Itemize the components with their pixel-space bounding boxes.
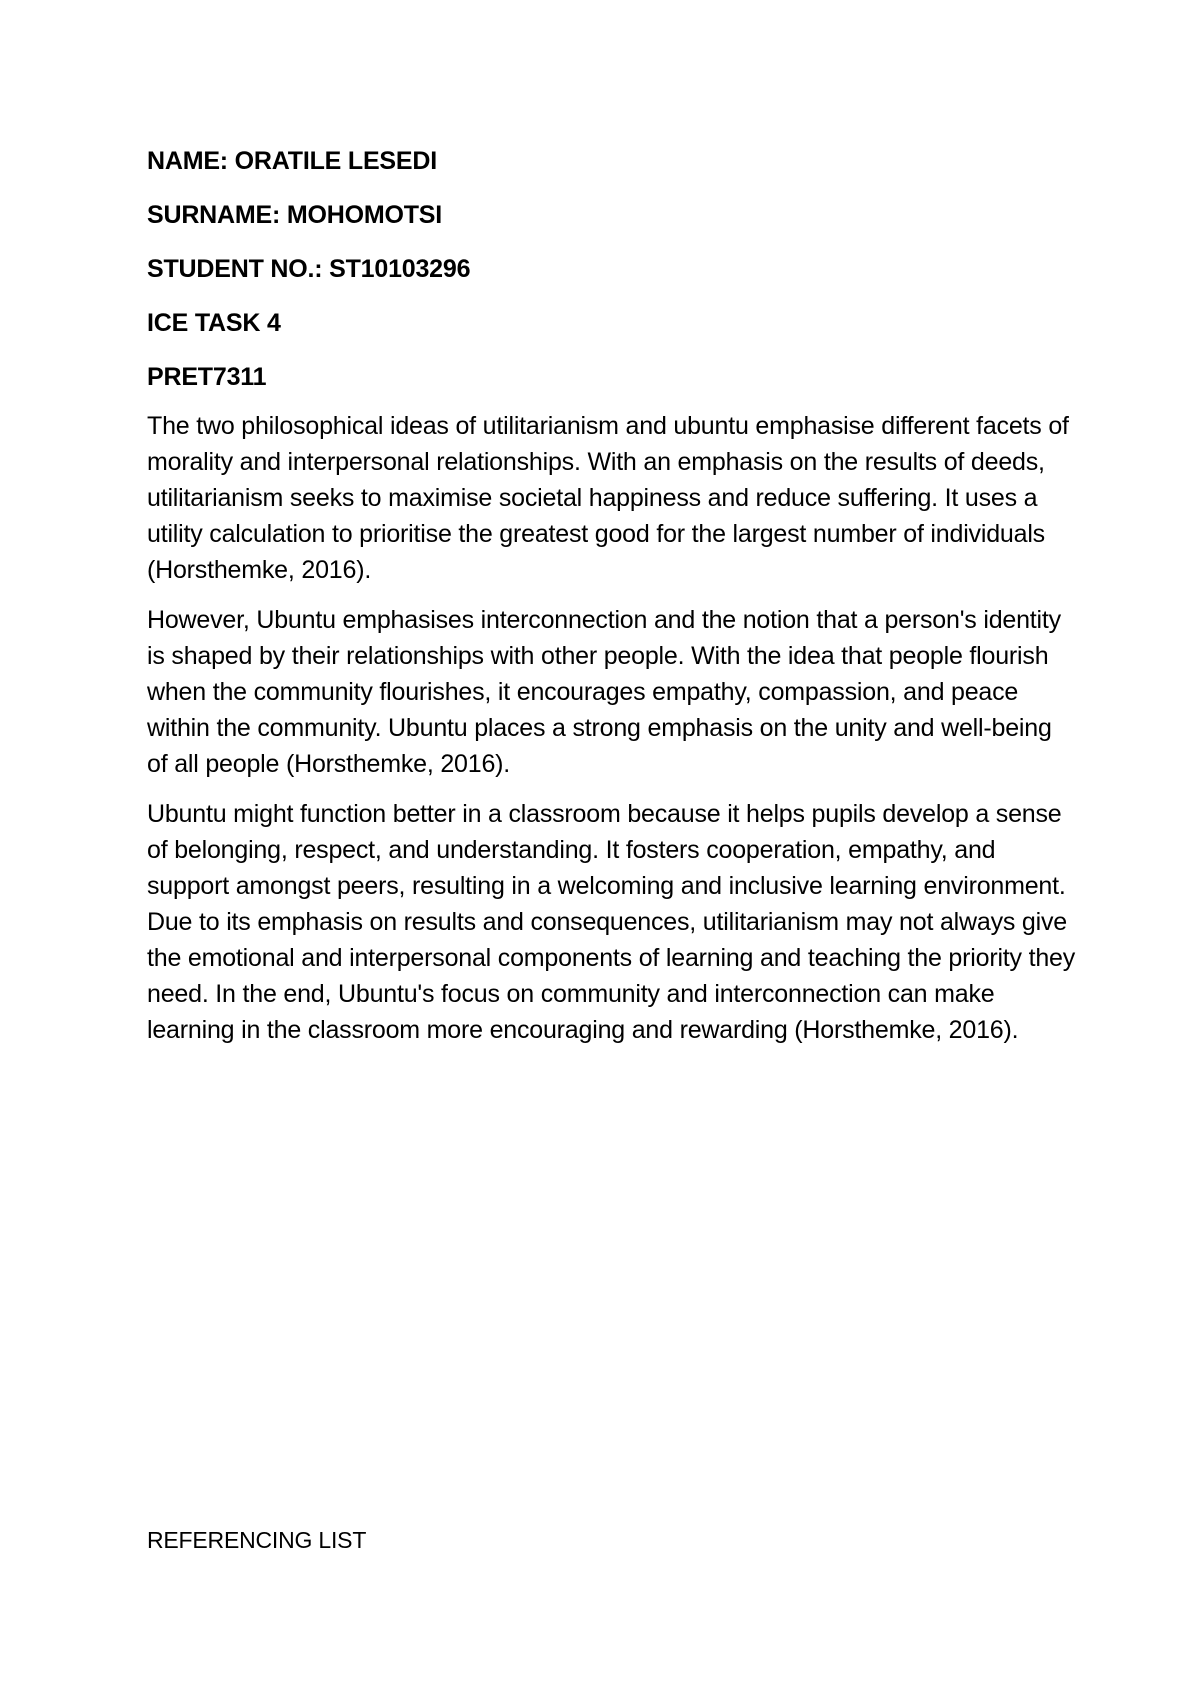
document-content: [147, 146, 1077, 1062]
paragraph-ubuntu: However, Ubuntu emphasises interconnection and the notion that a person's identity is shaped by their relationships with other people. With the idea that people flourish when the community flourishes, it encourages empathy, compassion, and peace within the community. Ubuntu places a strong emphasis on the unity and well-being of all people (Horsthemke, 2016).: [147, 606, 1061, 778]
references-heading: REFERENCING LIST: [147, 1527, 367, 1553]
task-title-line: ICE TASK 4: [147, 309, 281, 337]
student-number-line: STUDENT NO.: ST10103296: [147, 255, 471, 283]
student-name-line: NAME: ORATILE LESEDI: [147, 147, 437, 175]
module-code-line: PRET7311: [147, 363, 267, 391]
paragraph-utilitarianism: The two philosophical ideas of utilitarianism and ubuntu emphasise different facets of morality and interpersonal relationships. With an emphasis on the results of deeds, utilitarianism seeks to maximise societal happiness and reduce suffering. It uses a utility calculation to prioritise the greatest good for the largest number of individuals (Horsthemke, 2016).: [147, 412, 1069, 584]
paragraph-classroom: Ubuntu might function better in a classroom because it helps pupils develop a sense of belonging, respect, and understanding. It fosters cooperation, empathy, and support amongst peers, resulting in a welcoming and inclusive learning environment. Due to its emphasis on results and consequences, utilitarianism may not always give the emotional and interpersonal components of learning and teaching the priority they need. In the end, Ubuntu's focus on community and interconnection can make learning in the classroom more encouraging and rewarding (Horsthemke, 2016).: [147, 800, 1076, 1044]
student-surname-line: SURNAME: MOHOMOTSI: [147, 201, 442, 229]
